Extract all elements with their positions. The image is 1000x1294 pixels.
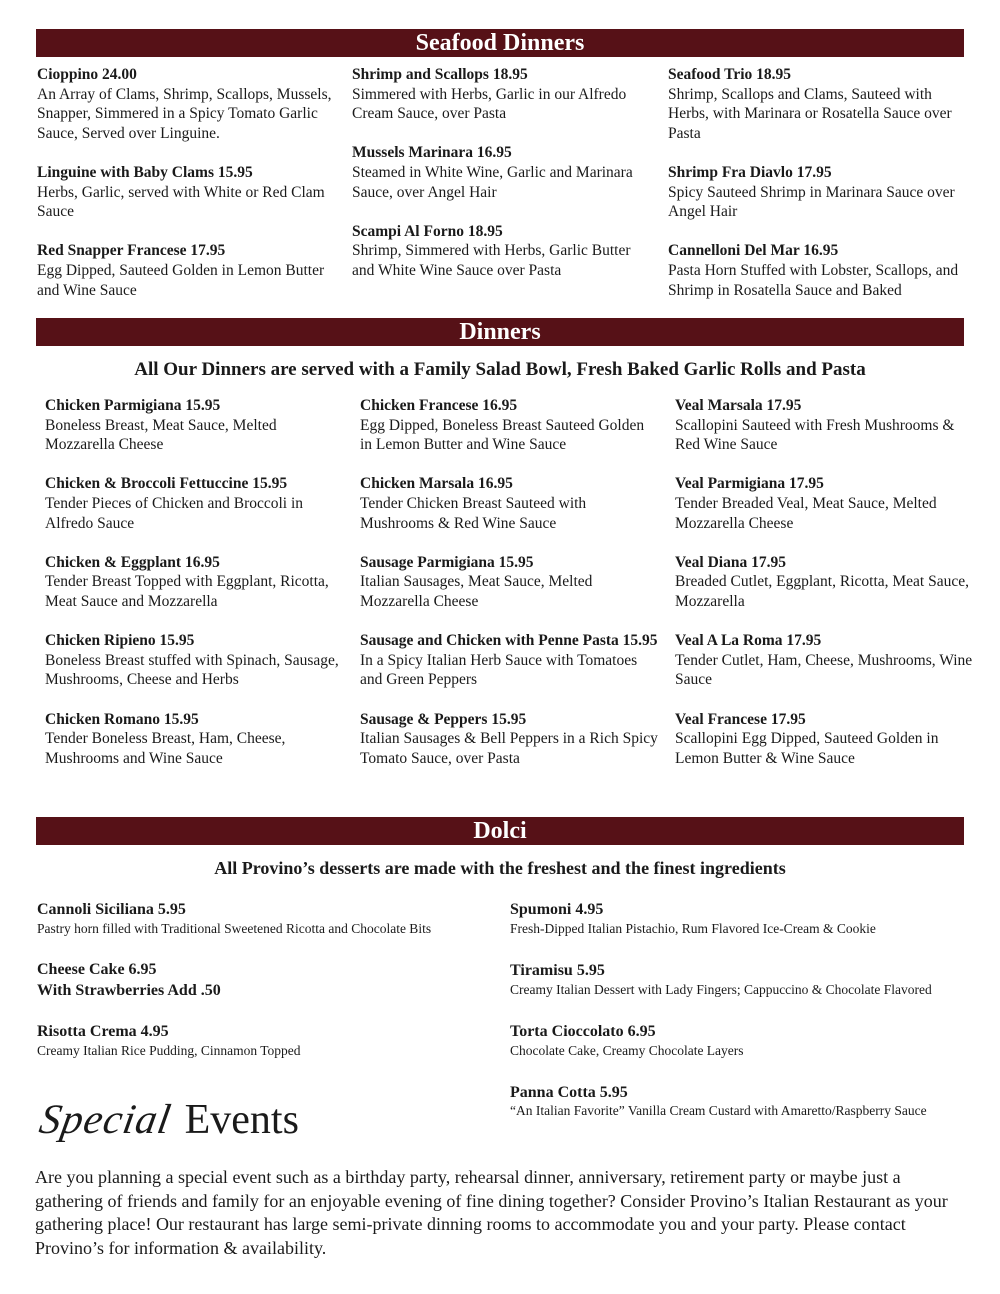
menu-item-desc: Italian Sausages & Bell Peppers in a Rich Spicy Tomato Sauce, over Pasta (360, 730, 658, 767)
dessert-name: Torta Cioccolato 6.95 (510, 1023, 656, 1040)
menu-item-desc: Herbs, Garlic, served with White or Red Clam Sauce (37, 183, 325, 221)
dessert-name: Cheese Cake 6.95 (37, 961, 157, 978)
menu-item-name: Veal Francese 17.95 (675, 710, 806, 728)
dessert-name: Spumoni 4.95 (510, 901, 604, 918)
menu-item (668, 241, 968, 300)
menu-item-desc: Boneless Breast stuffed with Spinach, Sausage, Mushrooms, Cheese and Herbs (45, 651, 339, 689)
menu-item-name: Chicken Francese 16.95 (360, 397, 518, 414)
menu-item (45, 553, 345, 612)
dolci-right-column (510, 899, 980, 1119)
seafood-section-title: Seafood Dinners (415, 30, 585, 56)
dinners-section-banner (36, 318, 964, 346)
dessert-item (510, 1021, 980, 1060)
dolci-section-title: Dolci (473, 818, 527, 844)
menu-item (360, 553, 660, 612)
seafood-section-banner (36, 29, 964, 57)
menu-item (675, 710, 975, 769)
menu-item-desc: Italian Sausages, Meat Sauce, Melted Mozzarella Cheese (360, 573, 593, 610)
special-events-title (35, 1096, 299, 1144)
dessert-item (37, 899, 487, 938)
menu-item (675, 474, 975, 533)
menu-item (675, 553, 975, 612)
menu-item (37, 163, 337, 222)
menu-item-desc: Egg Dipped, Sauteed Golden in Lemon Butter and Wine Sauce (37, 261, 325, 299)
menu-item-name: Shrimp and Scallops 18.95 (352, 66, 528, 83)
special-events-body: Are you planning a special event such as a birthday party, rehearsal dinner, anniversary, retirement party or maybe just a gathering of friends and family for an enjoyable evening of fine dining together? Consider Provino’s Italian Restaurant as your gathering place! Our restaurant has large semi-private dinning rooms to accommodate you and your party. Please contact Provino’s for information & availability. (35, 1167, 948, 1258)
menu-item-name: Chicken Romano 15.95 (45, 710, 199, 728)
dessert-item (510, 899, 980, 938)
seafood-column-3 (668, 65, 968, 300)
dessert-desc: Creamy Italian Rice Pudding, Cinnamon Topped (37, 1043, 301, 1058)
menu-item-name: Scampi Al Forno 18.95 (352, 222, 503, 240)
menu-item-desc: Egg Dipped, Boneless Breast Sauteed Golden in Lemon Butter and Wine Sauce (360, 416, 645, 454)
special-events-title-script: Special (35, 1097, 175, 1143)
menu-item-desc: Tender Chicken Breast Sauteed with Mushrooms & Red Wine Sauce (360, 494, 587, 532)
menu-item-name: Chicken Marsala 16.95 (360, 475, 513, 493)
menu-item-desc: Simmered with Herbs, Garlic in our Alfredo Cream Sauce, over Pasta (352, 85, 627, 123)
dolci-subtitle: All Provino’s desserts are made with the freshest and the finest ingredients (214, 858, 786, 878)
dessert-name: Tiramisu 5.95 (510, 962, 605, 979)
menu-item-name: Veal A La Roma 17.95 (675, 632, 822, 650)
menu-item (675, 631, 975, 690)
dessert-addon: With Strawberries Add .50 (37, 982, 221, 999)
dessert-item (37, 1021, 487, 1060)
menu-item-desc: Shrimp, Scallops and Clams, Sauteed with Herbs, with Marinara or Rosatella Sauce over Pasta (668, 85, 952, 142)
dessert-item (510, 960, 980, 999)
menu-item-name: Chicken Parmigiana 15.95 (45, 397, 221, 414)
menu-item-desc: Spicy Sauteed Shrimp in Marinara Sauce over Angel Hair (668, 183, 955, 221)
menu-item-desc: Breaded Cutlet, Eggplant, Ricotta, Meat Sauce, Mozzarella (675, 573, 969, 610)
menu-item-desc: Pasta Horn Stuffed with Lobster, Scallops, and Shrimp in Rosatella Sauce and Baked (668, 261, 959, 299)
seafood-column-2 (352, 65, 652, 281)
seafood-column-1 (37, 65, 337, 300)
menu-item (360, 710, 660, 769)
dinners-subtitle: All Our Dinners are served with a Family Salad Bowl, Fresh Baked Garlic Rolls and Pasta (134, 359, 866, 380)
dessert-desc: Pastry horn filled with Traditional Sweetened Ricotta and Chocolate Bits (37, 921, 432, 936)
menu-item-name: Chicken & Broccoli Fettuccine 15.95 (45, 475, 288, 493)
dessert-item (510, 1082, 980, 1119)
menu-item (360, 474, 660, 533)
dinners-column-3 (675, 396, 975, 768)
dessert-name: Cannoli Siciliana 5.95 (37, 901, 186, 918)
dinners-column-2 (360, 396, 660, 768)
dolci-section-banner (36, 817, 964, 845)
menu-item-desc: Tender Breaded Veal, Meat Sauce, Melted Mozzarella Cheese (675, 494, 937, 532)
menu-item-name: Sausage Parmigiana 15.95 (360, 553, 534, 571)
dinners-column-1 (45, 396, 345, 768)
dessert-desc: “An Italian Favorite” Vanilla Cream Custard with Amaretto/Raspberry Sauce (510, 1103, 927, 1118)
menu-item-name: Veal Marsala 17.95 (675, 397, 802, 414)
dessert-desc: Creamy Italian Dessert with Lady Fingers; Cappuccino & Chocolate Flavored (510, 982, 932, 997)
menu-item-name: Linguine with Baby Clams 15.95 (37, 163, 253, 181)
special-events-title-plain: Events (184, 1097, 299, 1143)
menu-item-desc: Tender Cutlet, Ham, Cheese, Mushrooms, Wine Sauce (675, 651, 973, 689)
menu-item-name: Chicken Ripieno 15.95 (45, 632, 195, 650)
menu-item (45, 631, 345, 690)
dessert-name: Risotta Crema 4.95 (37, 1023, 169, 1040)
menu-item-name: Veal Diana 17.95 (675, 553, 786, 571)
menu-item (360, 631, 660, 690)
dessert-item (37, 959, 487, 1001)
dessert-name: Panna Cotta 5.95 (510, 1084, 628, 1101)
menu-item (675, 396, 975, 455)
menu-item-desc: Tender Pieces of Chicken and Broccoli in Alfredo Sauce (45, 494, 304, 532)
menu-item-name: Mussels Marinara 16.95 (352, 144, 512, 162)
menu-item (352, 143, 652, 202)
dolci-left-column (37, 899, 487, 1060)
menu-item-name: Cioppino 24.00 (37, 66, 137, 83)
menu-item-name: Sausage and Chicken with Penne Pasta 15.95 (360, 632, 658, 650)
menu-item-desc: Scallopini Sauteed with Fresh Mushrooms & Red Wine Sauce (675, 416, 955, 454)
menu-item-name: Sausage & Peppers 15.95 (360, 710, 527, 728)
menu-item (352, 222, 652, 281)
menu-item-desc: Tender Breast Topped with Eggplant, Ricotta, Meat Sauce and Mozzarella (45, 573, 329, 610)
menu-item (45, 474, 345, 533)
menu-item (352, 65, 652, 124)
menu-item-desc: Steamed in White Wine, Garlic and Marinara Sauce, over Angel Hair (352, 163, 633, 201)
menu-item-name: Veal Parmigiana 17.95 (675, 475, 824, 493)
menu-item-desc: An Array of Clams, Shrimp, Scallops, Mussels, Snapper, Simmered in a Spicy Tomato Garlic Sauce, Served over Linguine. (37, 85, 332, 142)
menu-item-name: Chicken & Eggplant 16.95 (45, 553, 220, 571)
dessert-desc: Chocolate Cake, Creamy Chocolate Layers (510, 1043, 744, 1058)
menu-item-desc: Boneless Breast, Meat Sauce, Melted Mozzarella Cheese (45, 416, 277, 454)
dinners-section-title: Dinners (459, 319, 541, 345)
menu-item-name: Cannelloni Del Mar 16.95 (668, 242, 839, 260)
menu-item (360, 396, 660, 455)
menu-item (45, 396, 345, 455)
menu-item-name: Seafood Trio 18.95 (668, 66, 792, 83)
menu-item-desc: Tender Boneless Breast, Ham, Cheese, Mushrooms and Wine Sauce (45, 730, 286, 767)
menu-item (668, 163, 968, 222)
menu-item-name: Red Snapper Francese 17.95 (37, 242, 226, 260)
menu-item-desc: Scallopini Egg Dipped, Sauteed Golden in Lemon Butter & Wine Sauce (675, 730, 939, 767)
menu-item-desc: In a Spicy Italian Herb Sauce with Tomatoes and Green Peppers (360, 651, 638, 689)
menu-item-name: Shrimp Fra Diavlo 17.95 (668, 163, 832, 181)
menu-item-desc: Shrimp, Simmered with Herbs, Garlic Butter and White Wine Sauce over Pasta (352, 242, 631, 279)
menu-item (668, 65, 968, 143)
menu-item (45, 710, 345, 769)
menu-item (37, 65, 337, 143)
dessert-desc: Fresh-Dipped Italian Pistachio, Rum Flavored Ice-Cream & Cookie (510, 921, 876, 936)
menu-item (37, 241, 337, 300)
